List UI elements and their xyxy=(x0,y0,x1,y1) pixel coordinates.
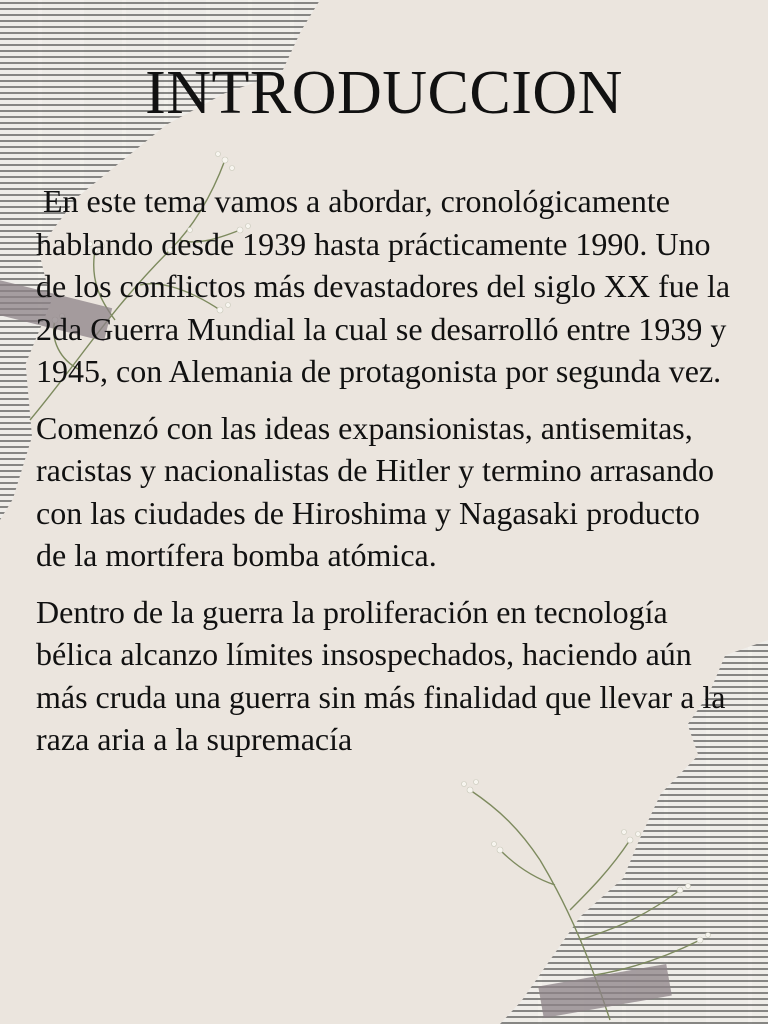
slide-body xyxy=(36,180,736,775)
paragraph-intro: En este tema vamos a abordar, cronológicamente hablando desde 1939 hasta prácticamente 1990. Uno de los conflictos más devastadores del siglo XX fue la 2da Guerra Mundial la cual se desarrolló entre 1939 y 1945, con Alemania de protagonista por segunda vez. xyxy=(36,183,731,389)
paragraph-origins: Comenzó con las ideas expansionistas, antisemitas, racistas y nacionalistas de Hitler y termino arrasando con las ciudades de Hiroshima y Nagasaki producto de la mortífera bomba atómica. xyxy=(36,409,714,573)
paragraph-technology: Dentro de la guerra la proliferación en tecnología bélica alcanzo límites insospechados, haciendo aún más cruda una guerra sin más finalidad que llevar a la raza aria a la supremacía xyxy=(36,593,726,757)
slide-title: INTRODUCCION xyxy=(145,59,623,127)
